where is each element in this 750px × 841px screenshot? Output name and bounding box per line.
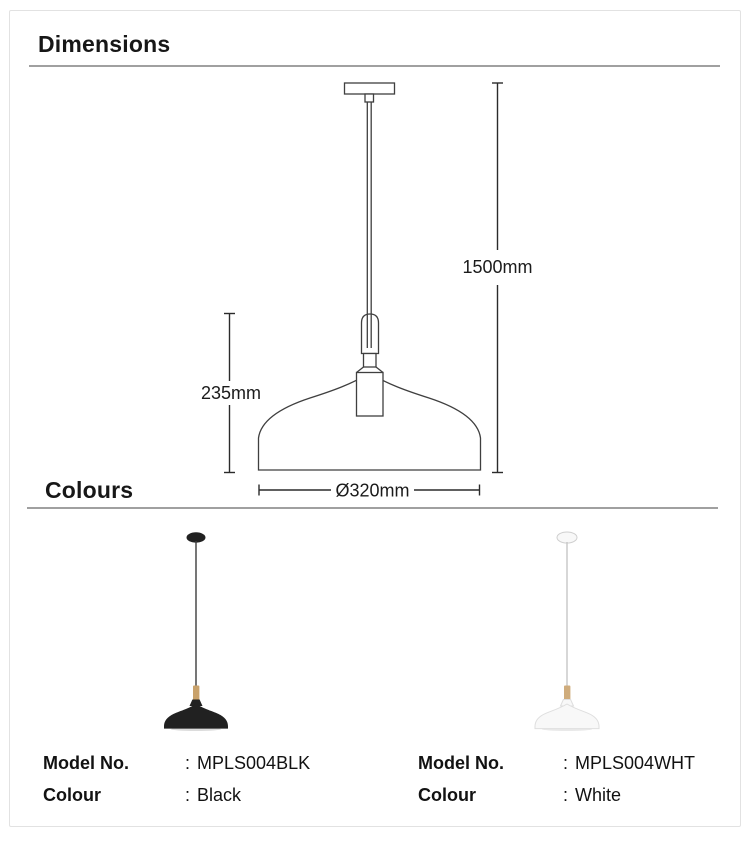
dim-label-diameter: Ø320mm xyxy=(335,480,410,501)
colour-row xyxy=(418,785,695,806)
colour-value: Black xyxy=(197,785,242,805)
socket-flare-left xyxy=(357,367,364,373)
model-no-value-cell xyxy=(563,753,695,774)
section-title-dimensions: Dimensions xyxy=(38,31,171,57)
colon-separator: : xyxy=(185,785,191,805)
black-pendant-image xyxy=(164,532,228,731)
colon-separator: : xyxy=(185,753,191,773)
black-shade xyxy=(164,704,228,729)
model-no-value: MPLS004WHT xyxy=(575,753,696,773)
variant-spec-white xyxy=(418,753,695,817)
white-shade xyxy=(535,704,599,729)
colour-value-cell xyxy=(185,785,241,806)
model-no-label: Model No. xyxy=(418,753,504,773)
section-title-colours: Colours xyxy=(45,477,134,503)
canopy-connector-outline xyxy=(365,94,374,102)
model-no-row xyxy=(418,753,695,774)
white-pendant-image xyxy=(535,532,599,731)
model-no-value-cell xyxy=(185,753,310,774)
cord-grip-capsule-outline xyxy=(362,314,379,354)
colon-separator: : xyxy=(563,785,569,805)
pendant-dimension-diagram xyxy=(0,70,750,505)
model-no-value: MPLS004BLK xyxy=(197,753,311,773)
colour-label: Colour xyxy=(418,785,476,805)
dimensions-divider xyxy=(29,65,720,67)
colour-value: White xyxy=(575,785,622,805)
colon-separator: : xyxy=(563,753,569,773)
model-no-label: Model No. xyxy=(43,753,129,773)
colour-label: Colour xyxy=(43,785,101,805)
dim-line-overall-drop xyxy=(492,83,503,473)
variant-spec-black xyxy=(43,753,310,817)
colour-value-cell xyxy=(563,785,621,806)
dim-label-shade-height: 235mm xyxy=(200,383,262,403)
model-no-row xyxy=(43,753,310,774)
product-variant-images xyxy=(0,525,750,740)
white-ceiling-rose xyxy=(557,532,577,543)
socket-flare-right xyxy=(376,367,383,373)
colours-divider xyxy=(27,507,718,509)
dim-label-overall-drop: 1500mm xyxy=(462,257,533,277)
lamp-socket-outline xyxy=(357,373,384,417)
ceiling-canopy-outline xyxy=(345,83,395,94)
colour-row xyxy=(43,785,310,806)
socket-cap-outline xyxy=(364,354,377,368)
